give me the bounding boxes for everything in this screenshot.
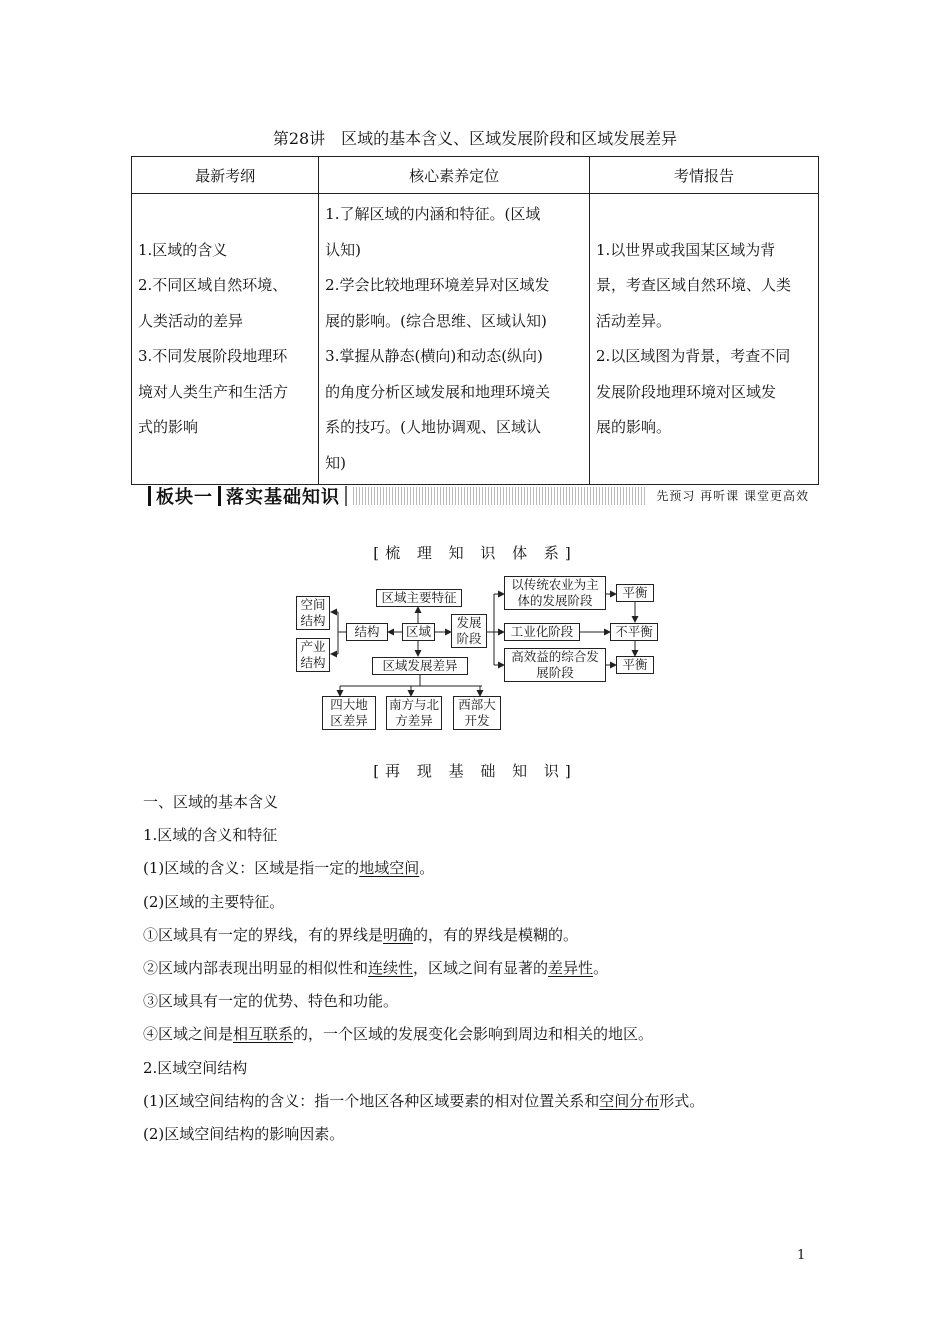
text-line [143,1118,823,1151]
text-span: 的，有的界线是模糊的。 [413,925,579,944]
lesson-title: 第28讲 区域的基本含义、区域发展阶段和区域发展差异 [272,129,678,148]
cell-line: 系的技巧。(人地协调观、区域认 [325,418,542,436]
box-north-south: 南方与北方差异 [386,696,442,730]
answer-blank: 连续性 [368,958,414,977]
banner-divider [345,486,347,506]
cell-line: 2.学会比较地理环境差异对区域发 [325,276,550,294]
cell-line: 知) [325,453,347,472]
banner-heading [143,484,352,508]
text-line [143,1085,823,1118]
cell-line: 境对人类生产和生活方 [138,382,289,401]
cell-line: 1.了解区域的内涵和特征。(区域 [325,205,541,223]
box-stage-industrialization: 工业化阶段 [504,623,580,641]
box-structure: 结构 [346,623,388,641]
banner-subtitle: 落实基础知识 [226,487,340,508]
box-dev-stage: 发展阶段 [451,614,487,648]
box-stage-agriculture: 以传统农业为主体的发展阶段 [504,576,606,610]
box-region: 区域 [402,623,435,641]
box-balance-1: 平衡 [616,584,654,602]
box-four-regions: 四大地区差异 [322,696,376,730]
header-core-literacy: 核心素养定位 [319,157,590,194]
cell-syllabus [132,194,319,485]
section-heading-knowledge-system: [梳 理 知 识 体 系] [373,544,577,562]
text-span: 2.区域空间结构 [143,1058,248,1077]
text-span: (1)区域空间结构的含义：指一个地区各种区域要素的相对位置关系和 [143,1091,600,1110]
text-span: ③区域具有一定的优势、特色和功能。 [143,992,399,1011]
cell-line: 1.以世界或我国某区域为背 [595,240,776,259]
body-text [143,786,823,1151]
text-span: 。 [419,859,435,878]
section-heading-basic-knowledge: [再 现 基 础 知 识] [373,762,577,780]
box-west-dev: 西部大开发 [453,696,501,730]
answer-blank: 地域空间 [359,859,420,878]
cell-line: 的角度分析区域发展和地理环境关 [325,382,551,401]
cell-line: 展的影响。 [595,418,671,436]
text-span: 形式。 [659,1091,705,1110]
text-line [143,852,823,885]
page-number: 1 [797,1248,806,1263]
box-dev-diff: 区域发展差异 [372,657,468,675]
text-line [143,985,823,1018]
cell-line: 3.不同发展阶段地理环 [138,347,288,365]
answer-blank: 差异性 [548,958,594,977]
text-span: 1.区域的含义和特征 [143,826,278,845]
section-banner [143,484,815,508]
cell-line: 式的影响 [138,418,199,436]
cell-line: 2.不同区域自然环境、 [138,276,288,294]
text-span: (2)区域空间结构的影响因素。 [143,1124,345,1143]
text-line [143,919,823,952]
cell-exam-report [589,194,818,485]
banner-tagline: 先预习 再听课 课堂更高效 [646,487,815,505]
cell-line: 认知) [325,240,362,259]
text-span: ④区域之间是 [143,1025,234,1044]
banner-divider [218,486,221,506]
cell-line: 人类活动的差异 [138,311,244,330]
text-line [143,786,823,819]
box-industry-structure: 产业结构 [296,638,330,672]
cell-line: 1.区域的含义 [138,240,228,259]
cell-line: 展的影响。(综合思维、区域认知) [325,311,547,330]
box-stage-high-efficiency: 高效益的综合发展阶段 [504,648,606,682]
text-span: (2)区域的主要特征。 [143,892,285,911]
cell-core-literacy [319,194,590,485]
text-line [143,952,823,985]
answer-blank: 空间分布 [599,1091,660,1110]
text-span: ①区域具有一定的界线，有的界线是 [143,925,384,944]
text-span: 。 [593,958,609,977]
cell-line: 发展阶段地理环境对区域发 [595,382,776,401]
text-line [143,1018,823,1051]
banner-part: 板块一 [156,487,213,508]
answer-blank: 明确 [383,925,414,944]
cell-line: 2.以区域图为背景，考查不同 [595,347,791,365]
text-line [143,1052,823,1085]
text-span: 一、区域的基本含义 [143,793,279,811]
box-balance-2: 平衡 [616,656,654,674]
text-span: ，区域之间有显著的 [413,958,549,977]
text-span: ②区域内部表现出明显的相似性和 [143,958,369,977]
table-row [132,194,819,485]
box-main-features: 区域主要特征 [376,589,462,607]
text-span: (1)区域的含义：区域是指一定的 [143,859,360,878]
text-line [143,886,823,919]
box-imbalance: 不平衡 [610,623,658,641]
cell-line: 活动差异。 [595,311,671,330]
cell-line: 景，考查区域自然环境、人类 [595,276,791,294]
text-span: 的，一个区域的发展变化会影响到周边和相关的地区。 [293,1025,654,1044]
header-exam-report: 考情报告 [589,157,818,194]
table-header-row [132,157,819,194]
cell-line: 3.掌握从静态(横向)和动态(纵向) [325,347,543,365]
header-syllabus: 最新考纲 [132,157,319,194]
syllabus-table [131,156,819,485]
text-line [143,819,823,852]
box-space-structure: 空间结构 [296,596,330,630]
answer-blank: 相互联系 [233,1025,294,1044]
banner-divider [148,486,151,506]
